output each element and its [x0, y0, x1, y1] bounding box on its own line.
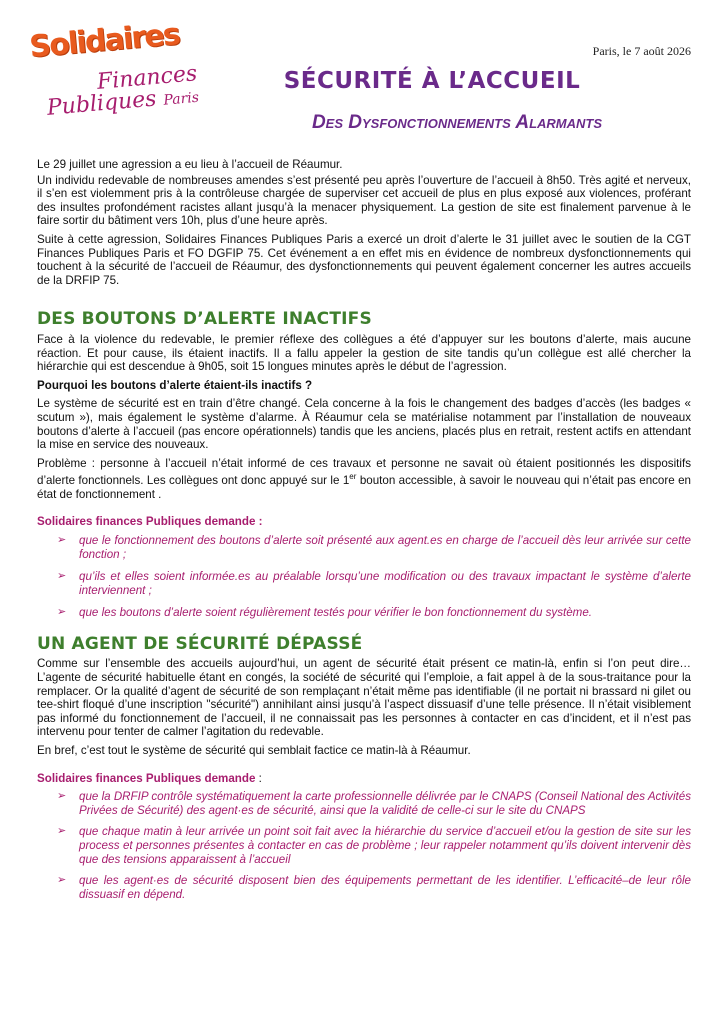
- logo-word-finances: Finances: [96, 61, 199, 95]
- problem-text-end: bouton accessible, à savoir le nouveau qui n’était pas encore en état de fonctionnement .: [37, 474, 691, 501]
- section1-paragraph: Face à la violence du redevable, le premier réflexe des collègues a été d’appuyer sur les boutons d’alerte, mais aucune réaction. Et pour cause, ils étaient inactifs. Il a fallu appeler la gestion de site tandis qu’un collègue est allé chercher la hiérarchie qui est descendue à 9h05, soit 15 longues minutes après le début de l’agression.: [37, 332, 691, 374]
- intro-paragraph: Le 29 juillet une agression a eu lieu à l’accueil de Réaumur.: [37, 158, 343, 171]
- arrow-bullet-icon: ➢: [57, 790, 67, 803]
- arrow-bullet-icon: ➢: [57, 570, 67, 583]
- list-item: [45, 606, 691, 620]
- demand-title: [37, 772, 691, 786]
- section1-question: Pourquoi les boutons d’alerte étaient-ils inactifs ?: [37, 378, 313, 392]
- intro-paragraph: Suite à cette agression, Solidaires Finances Publiques Paris a exercé un droit d’alerte le 31 juillet avec le soutien de la CGT Finances Publiques Paris et FO DGFIP 75. Cet événement a en effet mis en évidence de nombreux dysfonctionnements qui touchent à la sécurité de l’accueil de Réaumur, des dysfonctionnements qui peuvent également concerner les autres accueils de la DRFIP 75.: [37, 232, 691, 287]
- document-date: Paris, le 7 août 2026: [592, 44, 691, 58]
- list-item: [45, 534, 691, 561]
- page-title: SÉCURITÉ À L’ACCUEIL: [283, 68, 581, 94]
- section2-paragraph: En bref, c’est tout le système de sécurité qui semblait factice ce matin-là à Réaumur.: [37, 744, 471, 758]
- intro-paragraph: Un individu redevable de nombreuses amendes s’est présenté peu après l’ouverture de l’accueil à 8h50. Très agité et nerveux, il s’en est violemment pris à la contrôleuse chargée de superviser cet accueil de plus en plus exposé aux violences, proférant des insultes profondément racistes allant jusqu’à la menacer physiquement. La gestion de site est finalement parvenue à le faire sortir du bâtiment vers 10h, plus d’une heure après.: [37, 173, 691, 228]
- demand-text: que chaque matin à leur arrivée un point soit fait avec la hiérarchie du service d’accueil et/ou la gestion de site sur les process et personnes présentes à contacter en cas de problème ; leur rappeler notamment qu’ils doivent intervenir dès que des tensions apparaissent à l’accueil: [79, 825, 691, 866]
- demand-title-colon: :: [255, 771, 262, 785]
- list-item: [45, 570, 691, 597]
- logo-city-text: Paris: [162, 89, 200, 109]
- logo-word-solidaires: Solidaires: [28, 16, 181, 65]
- arrow-bullet-icon: ➢: [57, 874, 67, 887]
- list-item: [45, 790, 691, 817]
- section-heading-alert-buttons: DES BOUTONS D’ALERTE INACTIFS: [37, 309, 372, 330]
- section1-paragraph: Le système de sécurité est en train d’être changé. Cela concerne à la fois le changement des badges d’accès (les badges « scutum »), mais également le système d’alarme. À Réaumur cela se matérialise notamment par l’installation de nouveaux boutons d’alerte à l’accueil (pas encore opérationnels) tandis que les anciens, placés plus en retrait, restent actifs en attendant la mise en service des nouveaux.: [37, 397, 691, 452]
- demand-text: que la DRFIP contrôle systématiquement la carte professionnelle délivrée par le CNAPS (Conseil National des Activités Privées de Sécurité) des agent·es de sécurité, ainsi que la validité de celle-ci sur le site du CNAPS: [79, 790, 691, 817]
- demand-list: [37, 790, 691, 901]
- demand-text: qu’ils et elles soient informée.es au préalable lorsqu’une modification ou des travaux impactant le système d’alerte interviennent ;: [79, 570, 691, 597]
- list-item: [45, 825, 691, 866]
- demand-list: [37, 534, 691, 620]
- problem-text-start: Problème : personne à l’accueil n’était informé de ces travaux et personne ne savait où étaient positionnés les dispositifs d’alerte fonctionnels. Les collègues ont donc appuyé sur le 1: [37, 456, 691, 488]
- demand-title-text: Solidaires finances Publiques demande: [37, 771, 256, 785]
- list-item: [45, 874, 691, 901]
- demand-title: Solidaires finances Publiques demande :: [37, 515, 263, 529]
- logo-publiques-text: Publiques: [46, 86, 158, 121]
- demand-text: que le fonctionnement des boutons d’alerte soit présenté aux agent.es en charge de l’accueil dès leur arrivée sur cette fonction ;: [79, 533, 691, 561]
- arrow-bullet-icon: ➢: [57, 606, 67, 619]
- section1-paragraph-problem: [37, 457, 691, 502]
- section2-paragraph: Comme sur l’ensemble des accueils aujourd’hui, un agent de sécurité était présent ce matin-là, enfin si l’on peut dire… L’agente de sécurité habituelle étant en congés, la société de sécurité qui l’emploie, a fait appel à de la sous-traitance pour la remplacer. Or la qualité d’agent de sécurité de son remplaçant n’était même pas identifiable (il ne portait ni brassard ni gilet ou tee-shirt floqué d’une inscription "sécurité") annihilant ainsi jusqu’à l’aspect dissuasif d’une telle présence. Il n’était visiblement pas informé du fonctionnement de l’accueil, il ne connaissait pas les personnes à contacter en cas d’incident, et il n’est pas intervenu pour tenter de calmer l’agitation du redevable.: [37, 657, 691, 739]
- arrow-bullet-icon: ➢: [57, 533, 67, 546]
- section-heading-security-agent: UN AGENT DE SÉCURITÉ DÉPASSÉ: [37, 633, 363, 654]
- page-subtitle: Des Dysfonctionnements Alarmants: [311, 112, 603, 133]
- arrow-bullet-icon: ➢: [57, 825, 67, 838]
- demand-text: que les boutons d’alerte soient régulièrement testés pour vérifier le bon fonctionnement du système.: [79, 606, 592, 620]
- ordinal-superscript: er: [349, 472, 357, 482]
- main-content: [37, 158, 691, 909]
- demand-text: que les agent·es de sécurité disposent bien des équipements permettant de les identifier. L’efficacité–de leur rôle dissuasif en dépend.: [79, 874, 691, 901]
